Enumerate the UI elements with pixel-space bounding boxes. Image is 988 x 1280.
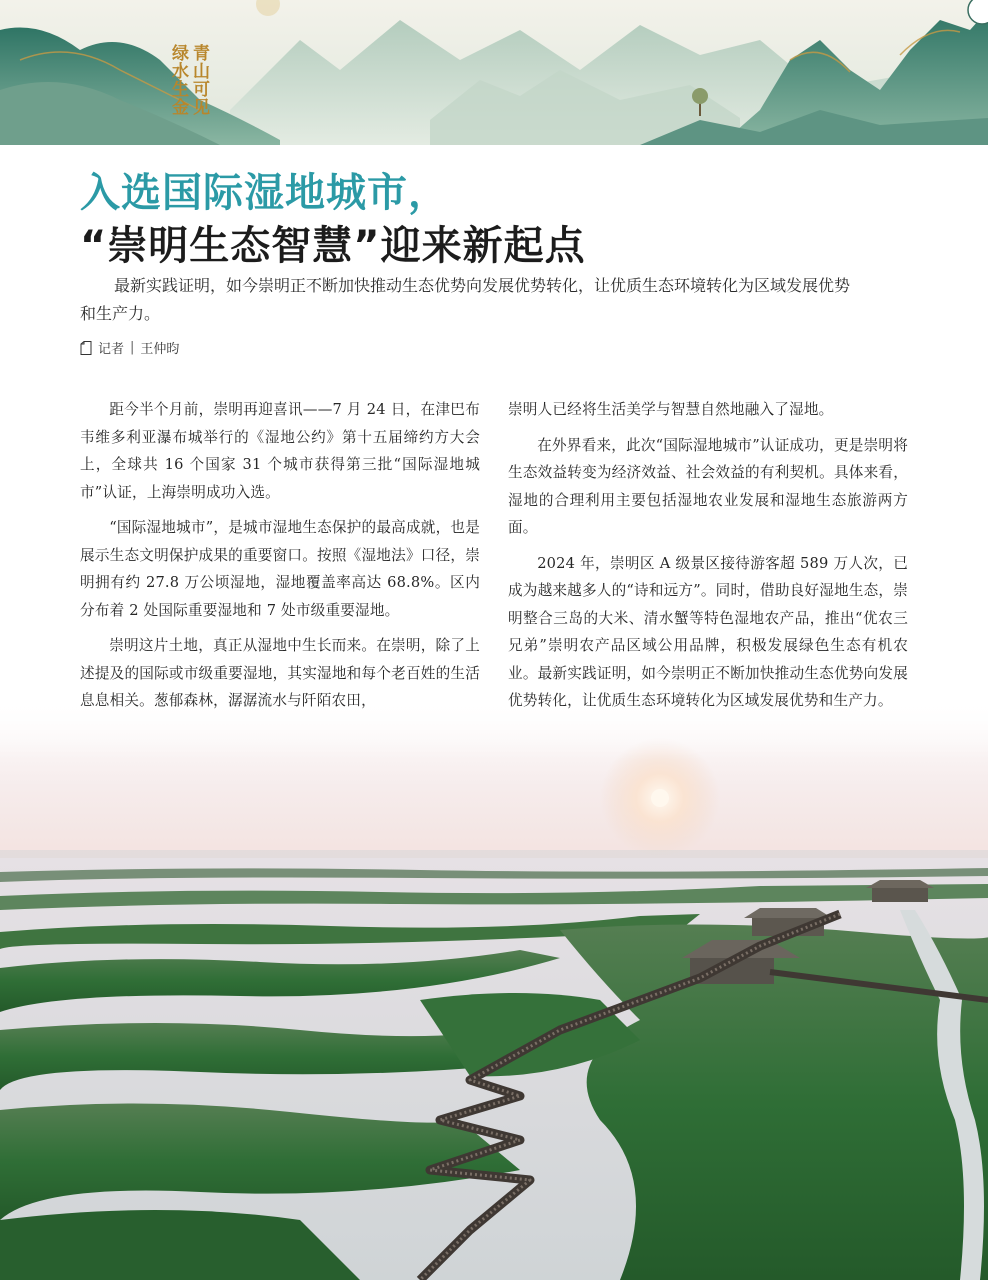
body-paragraph: 2024 年，崇明区 A 级景区接待游客超 589 万人次，已成为越来越多人的“诗和远方”。同时，借助良好湿地生态，崇明整合三岛的大米、清水蟹等特色湿地农产品，推出“优农三兄弟”崇明农产品区域公用品牌，积极发展绿色生态有机农业。最新实践证明，如今崇明正不断加快推动生态优势向发展优势转化，让优质生态环境转化为区域发展优势和生产力。 [508,554,908,709]
body-paragraph: 距今半个月前，崇明再迎喜讯——7 月 24 日，在津巴布韦维多利亚瀑布城举行的《湿地公约》第十五届缔约方大会上，全球共 16 个国家 31 个城市获得第三批“国际湿地城市”认证，上海崇明成功入选。 [80,401,480,501]
mountain-landscape-illustration [0,0,988,145]
byline-separator: | [130,340,135,355]
top-banner [0,0,988,145]
body-column-right [508,396,908,723]
headline-line-2: “崇明生态智慧”迎来新起点 [80,223,586,269]
article-headline [80,168,586,274]
headline-line-1: 入选国际湿地城市， [80,170,449,216]
article-lead: 最新实践证明，如今崇明正不断加快推动生态优势向发展优势转化，让优质生态环境转化为区域发展优势和生产力。 [80,276,851,323]
body-column-left [80,396,480,723]
banner-motto [168,44,208,116]
byline [80,338,179,357]
body-paragraph: 崇明这片土地，真正从湿地中生长而来。在崇明，除了上述提及的国际或市级重要湿地，其实湿地和每个老百姓的生活息息相关。葱郁森林，潺潺流水与阡陌农田， [80,637,480,709]
byline-label: 记者 [98,342,125,357]
body-paragraph: “国际湿地城市”，是城市湿地生态保护的最高成就，也是展示生态文明保护成果的重要窗口。按照《湿地法》口径，崇明拥有约 27.8 万公顷湿地，湿地覆盖率高达 68.8%。区内分布着 2 处国际重要湿地和 7 处市级重要湿地。 [80,519,480,619]
motto-column-2: 绿水生金 [168,44,188,116]
byline-author: 王仲昀 [140,342,180,357]
body-paragraph-continued: 崇明人已经将生活美学与智慧自然地融入了湿地。 [508,401,834,418]
motto-column-1: 青山可见 [189,44,209,116]
wetland-photo [0,700,988,1280]
page-icon [80,341,92,355]
body-paragraph: 在外界看来，此次“国际湿地城市”认证成功，更是崇明将生态效益转变为经济效益、社会效益的有利契机。具体来看，湿地的合理利用主要包括湿地农业发展和湿地生态旅游两方面。 [508,436,908,536]
